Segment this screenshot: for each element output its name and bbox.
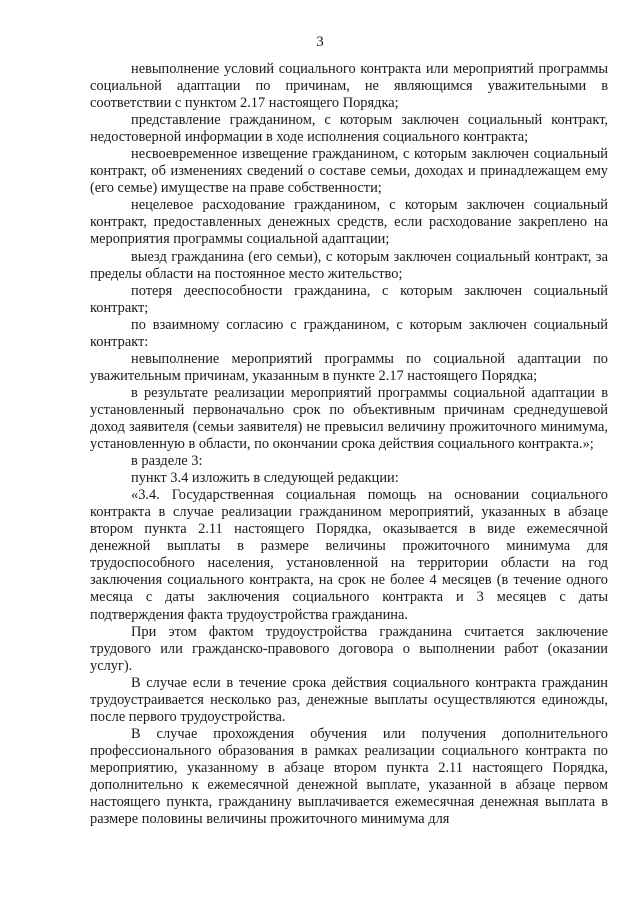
paragraph: по взаимному согласию с гражданином, с которым заключен социальный контракт: — [90, 316, 608, 350]
page-number: 3 — [316, 34, 324, 50]
paragraph: в результате реализации мероприятий программы социальной адаптации в установленный первоначально срок по объективным причинам среднедушевой доход заявителя (семьи заявителя) не превысил величину прожиточного минимума, установленную в области, по окончании срока действия социального контракта.»; — [90, 384, 608, 453]
paragraph: нецелевое расходование гражданином, с которым заключен социальный контракт, предоставленных денежных средств, если расходование закреплено на мероприятия программы социальной адаптации; — [90, 197, 608, 248]
document-body — [90, 61, 608, 828]
paragraph: потеря дееспособности гражданина, с которым заключен социальный контракт; — [90, 282, 608, 316]
paragraph: представление гражданином, с которым заключен социальный контракт, недостоверной информации в ходе исполнения социального контракта; — [90, 112, 608, 146]
paragraph: «3.4. Государственная социальная помощь на основании социального контракта в случае реализации гражданином мероприятий, указанных в абзаце втором пункта 2.11 настоящего Порядка, оказывается в виде ежемесячной денежной выплаты в размере величины прожиточного минимума для трудоспособного населения, установленной на территории области на год заключения социального контракта, на срок не более 4 месяцев (в течение одного месяца с даты заключения социального контракта и 3 месяцев с даты подтверждения факта трудоустройства гражданина. — [90, 487, 608, 623]
paragraph: В случае прохождения обучения или получения дополнительного профессионального образования в рамках реализации социального контракта по мероприятию, указанному в абзаце втором пункта 2.11 настоящего Порядка, дополнительно к ежемесячной денежной выплате, указанной в абзаце первом настоящего пункта, гражданину выплачивается ежемесячная денежная выплата в размере половины величины прожиточного минимума для — [90, 725, 608, 828]
paragraph: выезд гражданина (его семьи), с которым заключен социальный контракт, за пределы области на постоянное место жительство; — [90, 248, 608, 282]
paragraph: в разделе 3: — [131, 453, 203, 470]
paragraph: невыполнение мероприятий программы по социальной адаптации по уважительным причинам, указанным в пункте 2.17 настоящего Порядка; — [90, 350, 608, 384]
paragraph: При этом фактом трудоустройства гражданина считается заключение трудового или гражданско-правового договора о выполнении работ (оказании услуг). — [90, 623, 608, 674]
paragraph: несвоевременное извещение гражданином, с которым заключен социальный контракт, об изменениях сведений о составе семьи, доходах и принадлежащем ему (его семье) имуществе на праве собственности; — [90, 146, 608, 197]
paragraph: В случае если в течение срока действия социального контракта гражданин трудоустраивается несколько раз, денежные выплаты осуществляются единожды, после первого трудоустройства. — [90, 674, 608, 725]
paragraph: пункт 3.4 изложить в следующей редакции: — [131, 470, 399, 487]
paragraph: невыполнение условий социального контракта или мероприятий программы социальной адаптации по причинам, не являющимся уважительными в соответствии с пунктом 2.17 настоящего Порядка; — [90, 61, 608, 112]
